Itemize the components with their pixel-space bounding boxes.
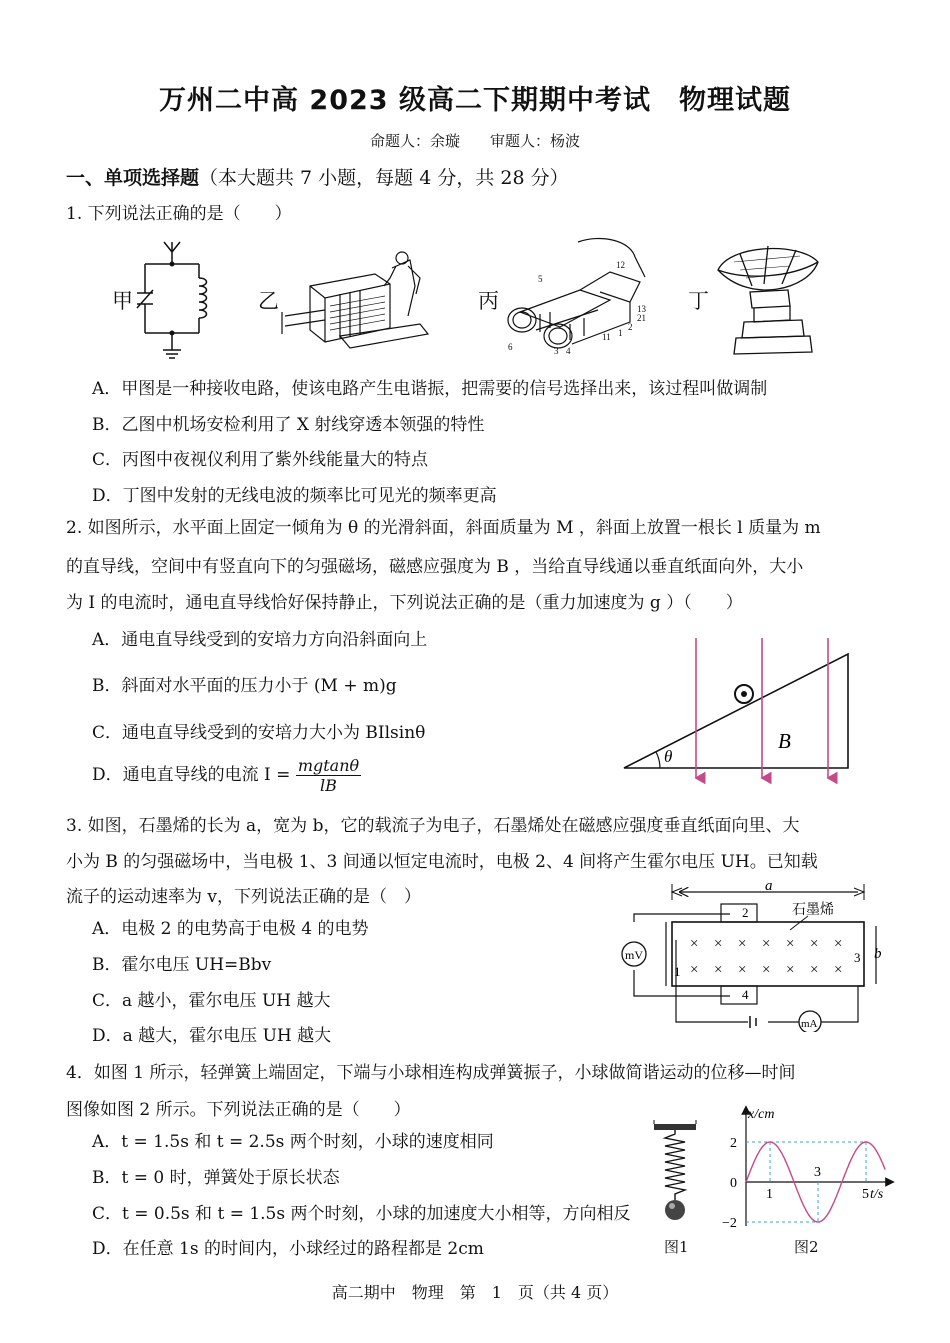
q3-stem-line3: 流子的运动速率为 v，下列说法正确的是（ ） [66, 887, 422, 907]
q1-label-yi: 乙 [258, 289, 279, 313]
field-cross: × [762, 936, 771, 952]
bino-num-6: 6 [508, 342, 513, 352]
q4-stem-line2: 图像如图 2 所示。下列说法正确的是（ ） [66, 1100, 411, 1120]
field-cross: × [762, 962, 771, 978]
field-cross: × [714, 936, 723, 952]
field-cross: × [690, 936, 699, 952]
millivoltmeter-label: mV [625, 948, 643, 962]
electrode-3: 3 [854, 950, 861, 965]
q2-option-c: C．通电直导线受到的安培力大小为 BIlsinθ [92, 723, 426, 743]
q3-stem-line2: 小为 B 的匀强磁场中，当电极 1、3 间通以恒定电流时，电极 2、4 间将产生霍尔电压 UH。已知载 [66, 852, 818, 872]
q1-label-jia: 甲 [112, 289, 133, 313]
q1-label-ding: 丁 [688, 289, 709, 313]
field-cross: × [786, 936, 795, 952]
y-tick-label: 0 [730, 1176, 737, 1191]
x-axis-label: t/s [870, 1187, 884, 1202]
field-cross: × [834, 936, 843, 952]
q2-stem-line3: 为 I 的电流时，通电直导线恰好保持静止，下列说法正确的是（重力加速度为 g ）（ ） [66, 593, 743, 613]
section-heading: 一、单项选择题（本大题共 7 小题，每题 4 分，共 28 分） [66, 167, 569, 189]
electrode-2: 2 [742, 905, 749, 920]
q2-option-d: D．通电直导线的电流 I = $\frac{mgtan\theta}{lB}$ [92, 756, 360, 795]
field-cross: × [738, 936, 747, 952]
milliammeter-label: mA [801, 1018, 818, 1030]
bino-num-1: 1 [618, 328, 623, 338]
x-tick-label: 3 [814, 1165, 821, 1180]
q2-option-a: A．通电直导线受到的安培力方向沿斜面向上 [92, 630, 428, 650]
field-cross: × [786, 962, 795, 978]
xt-graph [718, 1104, 896, 1232]
q1-option-c: C．丙图中夜视仪利用了紫外线能量大的特点 [92, 450, 429, 470]
bino-num-4: 4 [566, 346, 571, 356]
q1-option-a: A．甲图是一种接收电路，使该电路产生电谐振，把需要的信号选择出来，该过程叫做调制 [92, 379, 768, 399]
q3-option-c: C．a 越小，霍尔电压 UH 越大 [92, 991, 331, 1011]
field-cross: × [810, 936, 819, 952]
electrode-1: 1 [674, 964, 681, 979]
q2-stem-line2: 的直导线，空间中有竖直向下的匀强磁场，磁感应强度为 B ，当给直导线通以垂直纸面向外，大小 [66, 557, 804, 577]
field-cross: × [738, 962, 747, 978]
xray-scanner-figure [280, 246, 430, 354]
current-fraction: $\frac{mgtan\theta}{lB}$ [297, 756, 360, 795]
bino-num-12: 12 [616, 260, 625, 270]
q4-option-b: B．t = 0 时，弹簧处于原长状态 [92, 1168, 340, 1188]
dim-a-label: a [765, 880, 773, 894]
incline-figure [618, 636, 858, 784]
lc-circuit-figure [135, 238, 210, 360]
q4-option-a: A．t = 1.5s 和 t = 2.5s 两个时刻，小球的速度相同 [92, 1132, 494, 1152]
dim-b-label: b [874, 946, 882, 962]
q1-stem: 1. 下列说法正确的是（ ） [66, 204, 292, 224]
exam-title: 万州二中高 2023 级高二下期期中考试 物理试题 [159, 85, 791, 116]
b-field-label: B [778, 729, 791, 753]
graphene-hall-figure [618, 880, 886, 1032]
x-tick-label: 1 [766, 1187, 773, 1202]
q1-option-b: B．乙图中机场安检利用了 X 射线穿透本领强的特性 [92, 415, 485, 435]
radar-antenna-figure [710, 240, 825, 358]
bino-num-5: 5 [538, 274, 543, 284]
authors-line: 命题人：余璇 审题人：杨波 [369, 132, 580, 150]
night-vision-figure [500, 232, 680, 358]
fig2-caption: 图2 [794, 1238, 819, 1256]
page-footer: 高二期中 物理 第 1 页（共 4 页） [331, 1283, 619, 1302]
field-cross: × [690, 962, 699, 978]
q2-stem-line1: 2. 如图所示，水平面上固定一倾角为 θ 的光滑斜面，斜面质量为 M ，斜面上放置一根长 l 质量为 m [66, 518, 821, 538]
bino-num-11: 11 [602, 332, 611, 342]
q1-label-bing: 丙 [478, 289, 499, 313]
q3-stem-line1: 3. 如图，石墨烯的长为 a，宽为 b，它的载流子为电子，石墨烯处在磁感应强度垂直纸面向里、大 [66, 816, 800, 836]
y-tick-label: −2 [722, 1216, 737, 1231]
bino-num-13: 13 [637, 304, 646, 314]
electrode-4: 4 [742, 987, 749, 1002]
bino-num-3: 3 [554, 346, 559, 356]
q3-option-d: D．a 越大，霍尔电压 UH 越大 [92, 1026, 332, 1046]
y-axis-label: x/cm [748, 1107, 775, 1122]
q4-option-d: D．在任意 1s 的时间内，小球经过的路程都是 2cm [92, 1239, 484, 1259]
field-cross: × [714, 962, 723, 978]
bino-num-2: 2 [628, 322, 633, 332]
q3-option-a: A．电极 2 的电势高于电极 4 的电势 [92, 919, 369, 939]
bino-num-21: 21 [637, 313, 646, 323]
theta-label: θ [664, 747, 673, 766]
q4-stem-line1: 4．如图 1 所示，轻弹簧上端固定，下端与小球相连构成弹簧振子，小球做简谐运动的位移—时间 [66, 1063, 796, 1083]
x-tick-label: 5 [862, 1187, 869, 1202]
field-cross: × [810, 962, 819, 978]
q1-option-d: D．丁图中发射的无线电波的频率比可见光的频率更高 [92, 486, 497, 506]
fig1-caption: 图1 [664, 1238, 689, 1256]
q3-option-b: B．霍尔电压 UH=Bbv [92, 955, 272, 975]
field-cross: × [834, 962, 843, 978]
graphene-label: 石墨烯 [792, 903, 834, 918]
q4-option-c: C．t = 0.5s 和 t = 1.5s 两个时刻，小球的加速度大小相等，方向相反 [92, 1204, 631, 1224]
q2-option-b: B．斜面对水平面的压力小于 (M + m)g [92, 676, 397, 696]
y-tick-label: 2 [730, 1136, 737, 1151]
